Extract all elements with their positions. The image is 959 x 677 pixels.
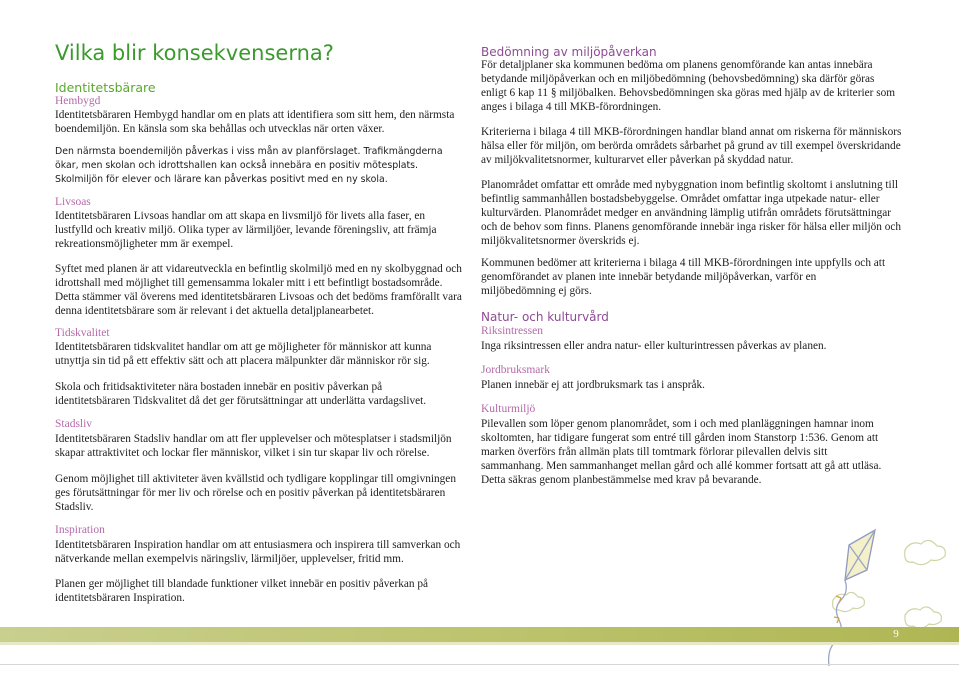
paragraph-stadsliv-2: Genom möjlighet till aktiviteter även kvällstid och tydligare kopplingar till omgivningen ges förutsättningar för mer liv och rörelse och en positiv påverkan på identitetsbäraren Stadsliv. — [55, 473, 456, 513]
paragraph-tidskvalitet-1: Identitetsbäraren tidskvalitet handlar om att ge möjligheter för människor att kunna utnyttja sin tid på ett effektiv sätt och att placera mälpunkter där människor rör sig. — [55, 341, 432, 367]
paragraph-livsoas-1: Identitetsbäraren Livsoas handlar om att skapa en livsmiljö för livets alla faser, en lustfylld och kreativ miljö. Olika typer av lärmiljöer, levande föreningsliv, att främja rekreationsmöjligheter mm är exempel. — [55, 210, 437, 250]
subheading-jordbruksmark: Jordbruksmark — [481, 364, 550, 376]
section-heading-identitetsbarare: Identitetsbärare — [55, 80, 156, 95]
paragraph-kulturmiljo: Pilevallen som löper genom planområdet, som i och med planläggningen hamnar inom skoltomten, har tidigare fungerat som entré till gården inom Stanstorp 1:536. Genom att marken överförs från allmän plats till tomtmark förlorar pilevallen delvis sitt sammanhang. Men sammanhanget mellan gård och allé kommer fortsatt att gå att utläsa. Detta säkras genom planbestämmelse med krav på bevarande. — [481, 418, 882, 486]
subheading-riksintressen: Riksintressen — [481, 325, 543, 337]
section-heading-natur-kulturvard: Natur- och kulturvård — [481, 310, 609, 324]
paragraph-bedomning-4: Kommunen bedömer att kriterierna i bilaga 4 till MKB-förordningen inte uppfylls och att genomförandet av planen inte innebär betydande miljöpåverkan, varför en miljöbedömning ej görs. — [481, 257, 886, 297]
paragraph-riksintressen: Inga riksintressen eller andra natur- eller kulturintressen påverkas av planen. — [481, 340, 827, 352]
paragraph-hembygd-2: Den närmsta boendemiljön påverkas i viss mån av planförslaget. Trafikmängderna ökar, men skolan och idrottshallen kan också innebära en positiv mötesplats. Skolmiljön för elever och lärare kan påverkas positivt med en ny skola. — [55, 146, 443, 185]
footer-bar-shadow — [0, 642, 959, 645]
subheading-livsoas: Livsoas — [55, 196, 91, 208]
paragraph-tidskvalitet-2: Skola och fritidsaktiviteter nära bostaden innebär en positiv påverkan på identitetsbäraren Tidskvalitet då det ger förutsättningar att underlätta vardagslivet. — [55, 381, 427, 407]
subheading-tidskvalitet: Tidskvalitet — [55, 327, 110, 339]
section-heading-bedomning: Bedömning av miljöpåverkan — [481, 45, 657, 59]
footer-bar — [0, 627, 959, 642]
paragraph-inspiration-2: Planen ger möjlighet till blandade funktioner vilket innebär en positiv påverkan på identitetsbäraren Inspiration. — [55, 578, 429, 604]
paragraph-inspiration-1: Identitetsbäraren Inspiration handlar om att entusiasmera och inspirera till samverkan och nätverkande mellan exempelvis näringsliv, lärmiljöer, upplevelser, fritid mm. — [55, 539, 461, 565]
paragraph-bedomning-2: Kriterierna i bilaga 4 till MKB-förordningen handlar bland annat om riskerna för människors hälsa eller för miljön, om berörda områdets sårbarhet på grund av till exempel överskridande av miljökvalitetsnormer, kulturarvet eller påverkan på skyddad natur. — [481, 126, 902, 166]
page-title: Vilka blir konsekvenserna? — [55, 41, 334, 65]
paragraph-livsoas-2: Syftet med planen är att vidareutveckla en befintlig skolmiljö med en ny skolbyggnad och idrottshall med möjlighet till gemensamma lokaler mitt i ett befintligt bostadsområde. Detta stämmer väl överens med identitetsbäraren Livsoas och det bedöms framförallt vara denna identitetsbärare som är relevant i det aktuella detaljplanearbetet. — [55, 263, 462, 317]
subheading-kulturmiljo: Kulturmiljö — [481, 403, 536, 415]
subheading-hembygd: Hembygd — [55, 95, 101, 107]
subheading-stadsliv: Stadsliv — [55, 418, 93, 430]
paragraph-hembygd-1: Identitetsbäraren Hembygd handlar om en plats att identifiera som sitt hem, den närmsta boendemiljön. En känsla som ska behållas och utvecklas när orten växer. — [55, 109, 455, 135]
paragraph-jordbruksmark: Planen innebär ej att jordbruksmark tas i anspråk. — [481, 379, 705, 391]
kite-cloud-illustration — [785, 520, 959, 677]
paragraph-bedomning-1: För detaljplaner ska kommunen bedöma om planens genomförande kan antas innebära betydande miljöpåverkan och en miljöbedömning (behovsbedömning) ska därför göras enligt 6 kap 11 § miljöbalken. Behovsbedömningen ska göras med hjälp av de kriterier som anges i bilaga 4 till MKB-förordningen. — [481, 59, 896, 113]
paragraph-bedomning-3: Planområdet omfattar ett område med nybyggnation inom befintlig skoltomt i anslutning till befintlig sammanhållen bostadsbebyggelse. Området omfattar inga utpekade natur- eller kulturvärden. Planområdet medger en användning lämplig utifrån områdets förutsättningar och de behov som finns. Planens genomförande innebär inga risker för hälsa eller miljön och miljökvalitetsnormer överskrids ej. — [481, 179, 902, 247]
page-number: 9 — [893, 628, 899, 640]
paragraph-stadsliv-1: Identitetsbäraren Stadsliv handlar om att fler upplevelser och mötesplatser i stadsmiljön skapar attraktivitet och lockar fler människor, vilket i sin tur skapar liv och rörelse. — [55, 433, 452, 459]
bottom-rule — [0, 664, 959, 665]
subheading-inspiration: Inspiration — [55, 524, 105, 536]
